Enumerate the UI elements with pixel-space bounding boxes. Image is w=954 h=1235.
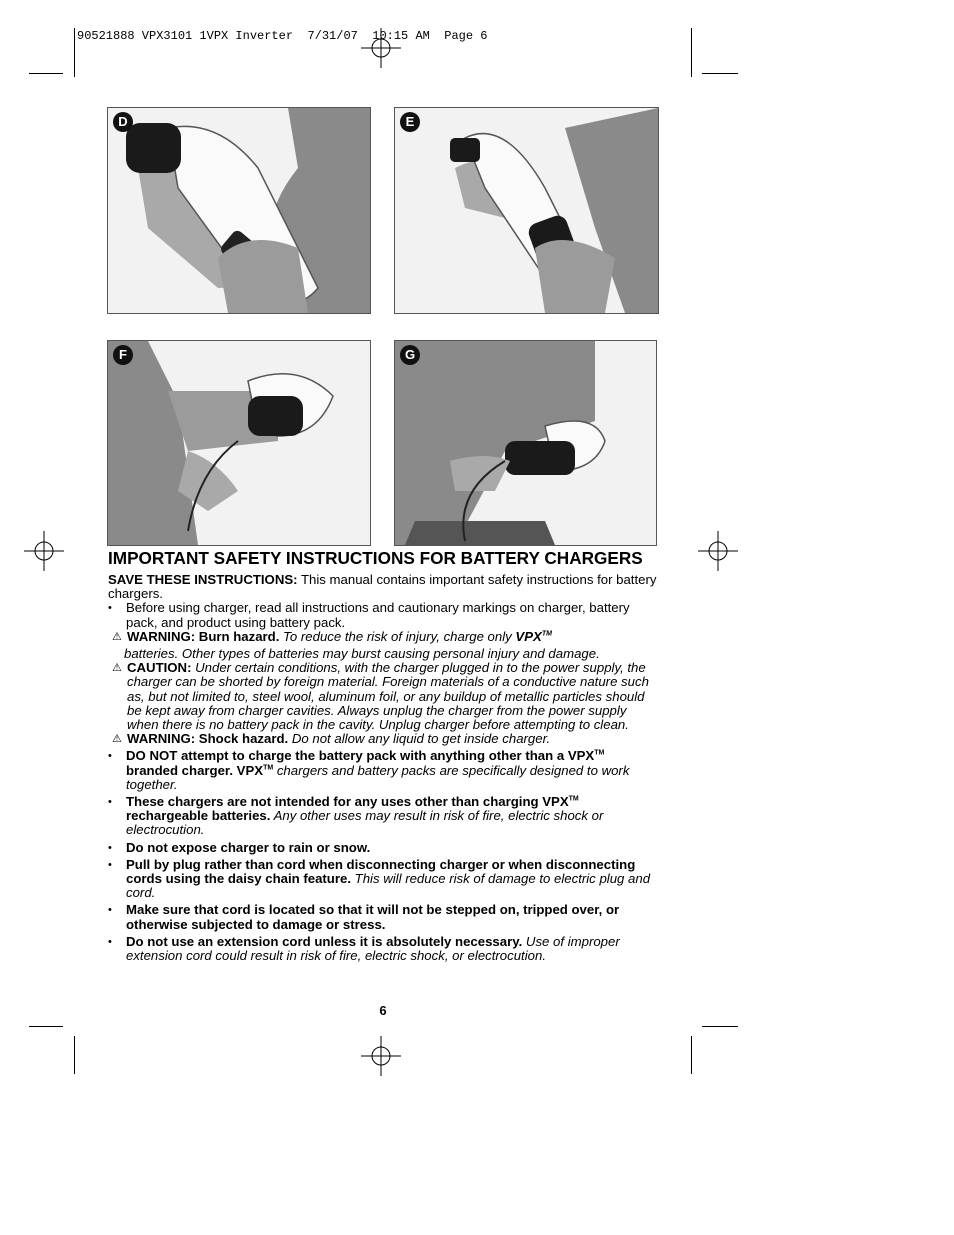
list-item: • These chargers are not intended for any uses other than charging VPX™ rechargeable batteries. Any other uses may result in risk of fire, electric shock or electrocution. bbox=[108, 795, 660, 838]
figure-label-badge: G bbox=[400, 345, 420, 365]
warning-triangle-icon: ⚠ bbox=[112, 630, 122, 643]
burn-warning: ⚠ WARNING: Burn hazard. To reduce the risk of injury, charge only VPX™ bbox=[112, 628, 552, 644]
list-item: • DO NOT attempt to charge the battery pack with anything other than a VPX™ branded charger. VPX™ chargers and battery packs are specifically designed to work together. bbox=[108, 749, 660, 792]
figure-label-badge: E bbox=[400, 112, 420, 132]
crop-mark bbox=[691, 1036, 692, 1074]
warning-triangle-icon: ⚠ bbox=[112, 733, 122, 746]
instruction-list bbox=[108, 749, 660, 963]
caution-paragraph: ⚠ CAUTION: Under certain conditions, with the charger plugged in to the power supply, the charger can be shorted by foreign material. Foreign materials of a conductive nature such as, but not limited to, steel wool, aluminum foil, or any buildup of metallic particles should be kept away from charger cavities. Always unplug the charger from the power supply when there is no battery pack in the cavity. Unplug charger before attempting to clean. bbox=[112, 660, 649, 733]
instruction-list-top bbox=[108, 601, 660, 629]
registration-mark-icon bbox=[24, 531, 64, 571]
daisy-chain-connection-illustration bbox=[395, 341, 656, 545]
list-item: • Do not expose charger to rain or snow. bbox=[108, 841, 660, 855]
crop-mark bbox=[29, 73, 63, 74]
hands-holding-inverter-illustration bbox=[108, 108, 370, 313]
safety-instructions bbox=[108, 550, 660, 963]
figure-label-badge: F bbox=[113, 345, 133, 365]
crop-mark bbox=[29, 1026, 63, 1027]
figure-e-photo bbox=[394, 107, 659, 314]
figure-f-photo bbox=[107, 340, 371, 546]
connecting-charger-cord-illustration bbox=[108, 341, 370, 545]
figure-d-photo bbox=[107, 107, 371, 314]
figure-label-badge: D bbox=[113, 112, 133, 132]
section-heading: IMPORTANT SAFETY INSTRUCTIONS FOR BATTERY CHARGERS bbox=[108, 548, 643, 568]
crop-mark bbox=[691, 28, 692, 77]
figure-g-photo bbox=[394, 340, 657, 546]
list-item: • Before using charger, read all instructions and cautionary markings on charger, battery pack, and product using battery pack. bbox=[108, 601, 660, 629]
crop-mark bbox=[702, 1026, 738, 1027]
burn-warning-continued: batteries. Other types of batteries may burst causing personal injury and damage. bbox=[124, 646, 600, 662]
crop-mark bbox=[702, 73, 738, 74]
page-number: 6 bbox=[379, 1003, 387, 1018]
crop-mark bbox=[74, 28, 75, 77]
registration-mark-icon bbox=[361, 28, 401, 68]
crop-mark bbox=[74, 1036, 75, 1074]
intro-paragraph: SAVE THESE INSTRUCTIONS: This manual contains important safety instructions for battery chargers. bbox=[108, 572, 657, 602]
list-item: • Do not use an extension cord unless it is absolutely necessary. Use of improper extension cord could result in risk of fire, electric shock, or electrocution. bbox=[108, 935, 660, 963]
registration-mark-icon bbox=[698, 531, 738, 571]
warning-triangle-icon: ⚠ bbox=[112, 662, 122, 675]
registration-mark-icon bbox=[361, 1036, 401, 1076]
hands-separating-battery-illustration bbox=[395, 108, 658, 313]
list-item: • Make sure that cord is located so that it will not be stepped on, tripped over, or otherwise subjected to damage or stress. bbox=[108, 903, 660, 931]
list-item: • Pull by plug rather than cord when disconnecting charger or when disconnecting cords using the daisy chain feature. This will reduce risk of damage to electric plug and cord. bbox=[108, 858, 660, 901]
printer-slug: 90521888 VPX3101 1VPX Inverter 7/31/07 10:15 AM Page 6 bbox=[77, 29, 488, 43]
shock-warning: ⚠ WARNING: Shock hazard. Do not allow any liquid to get inside charger. bbox=[112, 731, 551, 747]
